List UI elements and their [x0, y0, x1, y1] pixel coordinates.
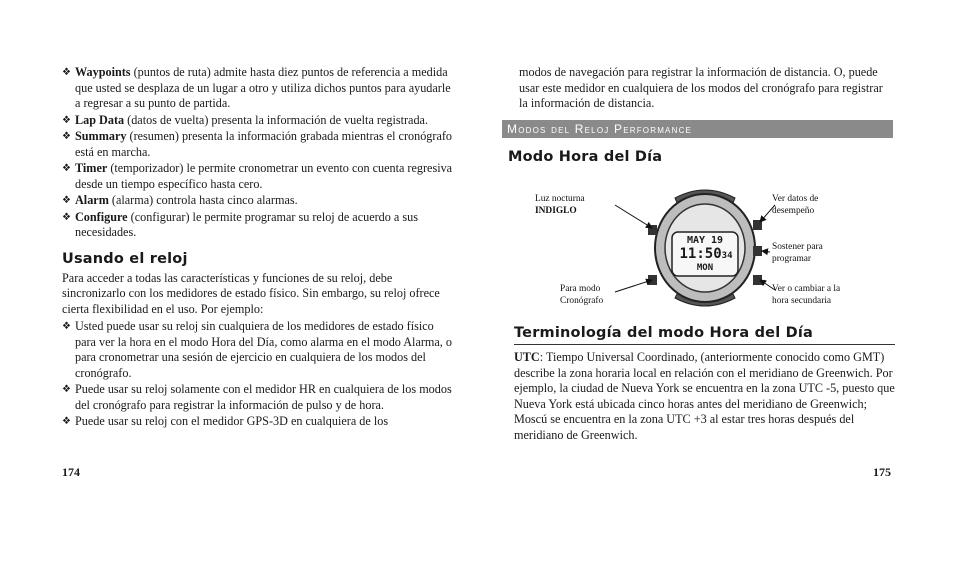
intro-paragraph: Para acceder a todas las características y funciones de su reloj, debe sincronizarlo con los medidores de estado físico. Sin embargo, su reloj ofrece cierta flexibilidad en el uso. Por ejemplo: [62, 270, 440, 316]
diamond-bullet-icon: ❖ [62, 384, 71, 395]
diamond-bullet-icon: ❖ [62, 211, 71, 223]
watch-screen-day: MON [696, 263, 714, 273]
right-page-top [519, 65, 889, 112]
diamond-bullet-icon: ❖ [62, 131, 71, 142]
label-luz-nocturna: Luz nocturna INDIGLO [535, 194, 585, 216]
diamond-bullet-icon: ❖ [62, 67, 71, 78]
utc-paragraph: UTC: Tiempo Universal Coordinado, (anteriormente conocido como GMT) describe la zona horaria local en relación con el meridiano de Greenwich. Por ejemplo, la ciudad de Nueva York se encuentra en la zona UTC -5, puesto que Nueva York está ubicada cinco horas antes del meridiano de Greenwich; Moscú se encuentra en la zona UTC +3 al estar tres horas después del meridiano de Greenwich. [514, 350, 895, 442]
list-item: ❖ Waypoints (puntos de ruta) admite hasta diez puntos de referencia a medida que usted se desplaza de un lugar a otro y utiliza dichos puntos para ayudarle a regresar a su punto de partida. [62, 65, 451, 110]
list-item: ❖ Configure (configurar) le permite programar su reloj de acuerdo a sus necesidades. [62, 209, 418, 239]
diamond-bullet-icon: ❖ [62, 321, 71, 332]
label-ver-cambiar: Ver o cambiar a la hora secundaria [772, 284, 841, 306]
heading-rule [514, 344, 895, 345]
watch-diagram [530, 180, 890, 320]
diamond-bullet-icon: ❖ [62, 163, 71, 174]
diamond-bullet-icon: ❖ [62, 114, 71, 126]
mode-heading: Modo Hora del Día [508, 149, 663, 165]
watch-time-main: 11:50 [679, 246, 722, 262]
list-item: ❖ Alarm (alarma) controla hasta cinco alarmas. [62, 193, 298, 207]
diamond-bullet-icon: ❖ [62, 416, 71, 427]
section-bar: Modos del Reloj Performance [502, 120, 893, 138]
terminology-heading: Terminología del modo Hora del Día [514, 325, 814, 341]
page-number-right: 175 [873, 465, 891, 479]
label-para-modo: Para modo Cronógrafo [560, 284, 604, 306]
list-item: ❖ Lap Data (datos de vuelta) presenta la información de vuelta registrada. [62, 112, 428, 127]
list-item: ❖ Timer (temporizador) le permite cronometrar un evento con cuenta regresiva desde un tiempo específico hasta cero. [62, 161, 453, 191]
list-item: ❖ Puede usar su reloj solamente con el medidor HR en cualquiera de los modos del cronógrafo para registrar la información de pulso y de hora. [62, 382, 452, 412]
section-heading: Usando el reloj [62, 250, 188, 267]
watch-time-seconds: 34 [721, 251, 733, 261]
watch-screen-time [675, 247, 737, 264]
label-ver-datos: Ver datos de desempeño [772, 194, 819, 216]
usage-list [62, 319, 454, 430]
page-number-left: 174 [62, 465, 80, 479]
diamond-bullet-icon: ❖ [62, 195, 71, 206]
list-item: ❖ Puede usar su reloj con el medidor GPS-3D en cualquiera de los [62, 414, 389, 428]
watch-screen-date: MAY 19 [686, 235, 724, 246]
continuation-paragraph: modos de navegación para registrar la información de distancia. O, puede usar este medidor en cualquiera de los modos del cronógrafo para registrar la información de distancia. [519, 65, 883, 110]
list-item: ❖ Usted puede usar su reloj sin cualquiera de los medidores de estado físico para ver la hora en el modo Hora del Día, como alarma en el modo Alarma, o para cronometrar una sesión de ejercicio en cualquiera de los modos del cronógrafo. [62, 319, 452, 380]
left-page [62, 65, 454, 430]
list-item: ❖ Summary (resumen) presenta la información grabada mientras el cronógrafo está en marcha. [62, 129, 453, 159]
feature-list [62, 65, 454, 241]
label-sostener: Sostener para programar [772, 242, 823, 264]
